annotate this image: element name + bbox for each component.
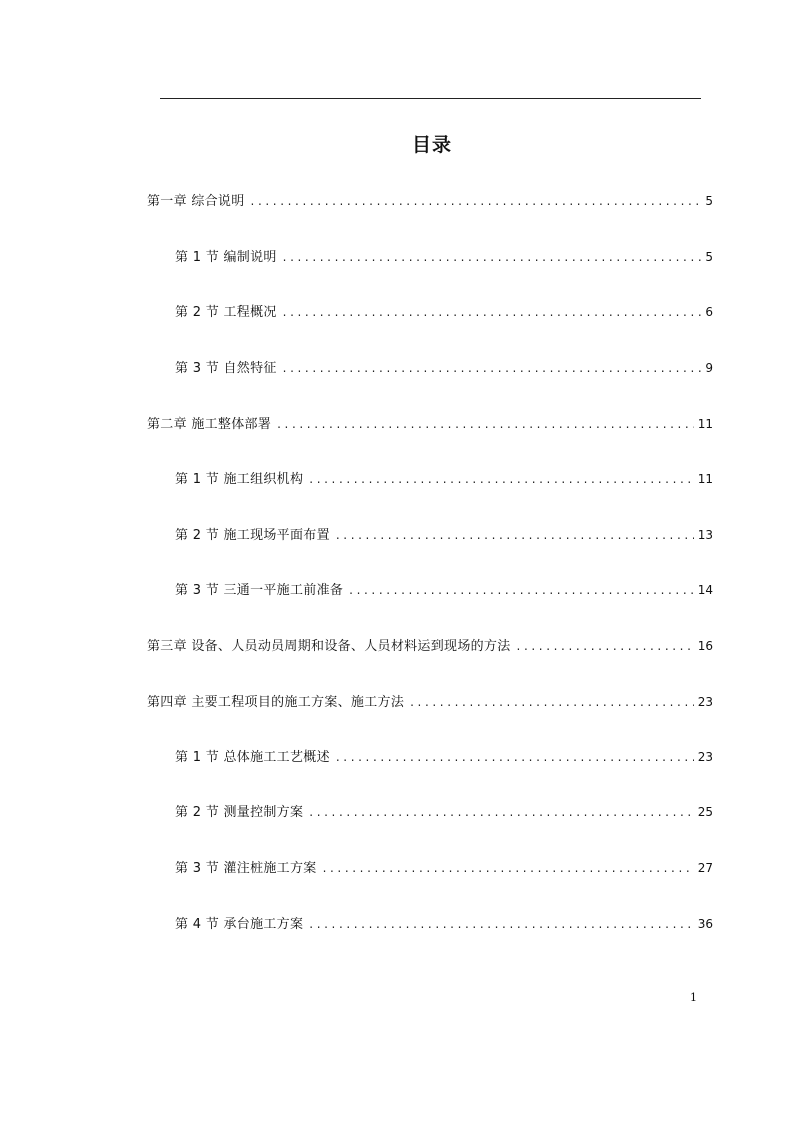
toc-entry-label: 第 4 节 承台施工方案 <box>175 917 304 932</box>
dot-leader <box>251 191 702 211</box>
dot-leader <box>336 747 694 767</box>
dot-leader <box>336 525 694 545</box>
toc-entry-section-1-1[interactable] <box>175 247 713 267</box>
toc-entry-section-2-1[interactable] <box>175 469 713 489</box>
toc-entry-page: 13 <box>697 528 713 542</box>
dot-leader <box>309 469 693 489</box>
toc-entry-page: 5 <box>705 194 713 208</box>
toc-entry-label: 第三章 设备、人员动员周期和设备、人员材料运到现场的方法 <box>147 639 511 654</box>
dot-leader <box>410 692 694 712</box>
dot-leader <box>309 802 693 822</box>
toc-entry-label: 第二章 施工整体部署 <box>147 417 272 432</box>
toc-entry-label: 第 2 节 施工现场平面布置 <box>175 528 330 543</box>
toc-entry-label: 第 3 节 自然特征 <box>175 361 277 376</box>
toc-entry-page: 6 <box>705 305 713 319</box>
toc-entry-page: 11 <box>697 417 713 431</box>
dot-leader <box>283 247 702 267</box>
page-number: 1 <box>690 991 697 1004</box>
toc-entry-label: 第 1 节 施工组织机构 <box>175 472 304 487</box>
toc-entry-label: 第一章 综合说明 <box>147 194 245 209</box>
toc-entry-page: 5 <box>705 250 713 264</box>
dot-leader <box>283 302 702 322</box>
toc-entry-page: 27 <box>697 861 713 875</box>
toc-entry-section-2-3[interactable] <box>175 580 713 600</box>
dot-leader <box>349 580 694 600</box>
toc-entry-chapter-4[interactable] <box>147 692 713 712</box>
header-rule <box>160 98 701 99</box>
toc-entry-label: 第 3 节 灌注桩施工方案 <box>175 861 317 876</box>
toc-entry-section-4-2[interactable] <box>175 802 713 822</box>
toc-entry-page: 23 <box>697 750 713 764</box>
toc-entry-page: 23 <box>697 695 713 709</box>
toc-entry-chapter-2[interactable] <box>147 414 713 434</box>
toc-entry-page: 16 <box>697 639 713 653</box>
toc-entry-page: 25 <box>697 805 713 819</box>
toc-entry-section-1-3[interactable] <box>175 358 713 378</box>
toc-title: 目录 <box>411 134 452 156</box>
toc-entry-page: 36 <box>697 917 713 931</box>
toc-entry-chapter-3[interactable] <box>147 636 713 656</box>
dot-leader <box>309 914 693 934</box>
toc-entry-label: 第 1 节 编制说明 <box>175 250 277 265</box>
toc-entry-label: 第 3 节 三通一平施工前准备 <box>175 583 344 598</box>
toc-entry-label: 第 2 节 测量控制方案 <box>175 805 304 820</box>
toc-entry-section-4-3[interactable] <box>175 858 713 878</box>
toc-entry-section-1-2[interactable] <box>175 302 713 322</box>
toc-entry-label: 第 1 节 总体施工工艺概述 <box>175 750 330 765</box>
toc-entry-page: 14 <box>697 583 713 597</box>
dot-leader <box>277 414 694 434</box>
toc-entry-chapter-1[interactable] <box>147 191 713 211</box>
dot-leader <box>283 358 702 378</box>
toc-entry-label: 第 2 节 工程概况 <box>175 305 277 320</box>
toc-entry-page: 9 <box>705 361 713 375</box>
toc-entry-section-4-4[interactable] <box>175 914 713 934</box>
dot-leader <box>323 858 694 878</box>
toc-entry-section-2-2[interactable] <box>175 525 713 545</box>
dot-leader <box>517 636 694 656</box>
toc-entry-section-4-1[interactable] <box>175 747 713 767</box>
toc-entry-page: 11 <box>697 472 713 486</box>
toc-entry-label: 第四章 主要工程项目的施工方案、施工方法 <box>147 695 405 710</box>
